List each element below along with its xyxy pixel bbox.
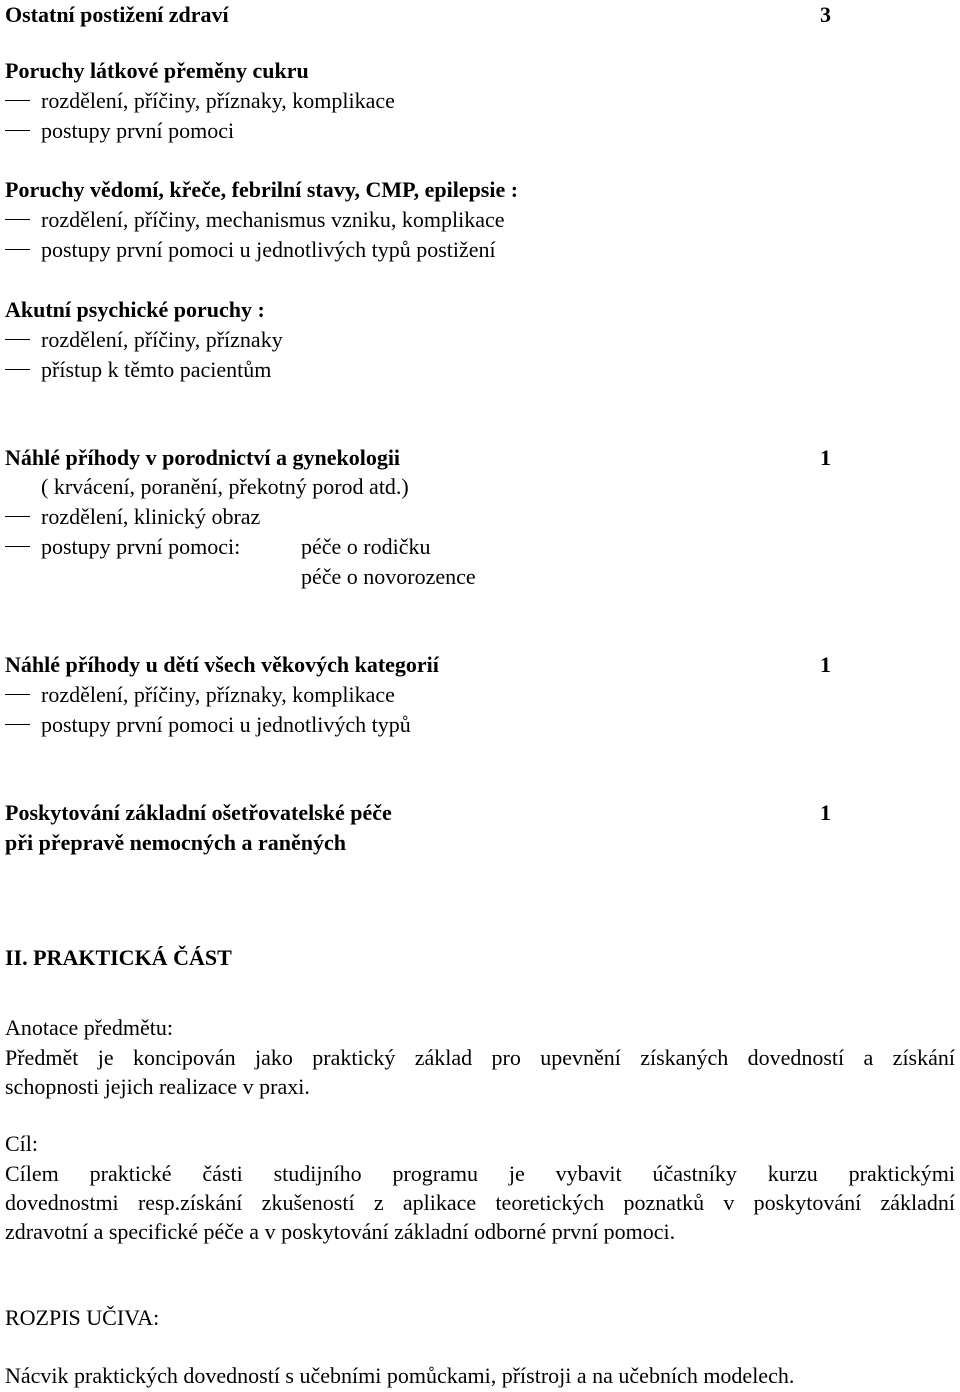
paragraph-line: Předmět je koncipován jako praktický základ pro upevnění získaných dovedností a získání [5,1045,955,1070]
dash-bullet [5,546,30,547]
part-title: II. PRAKTICKÁ ČÁST [5,945,232,970]
dash-bullet [5,130,30,131]
dash-bullet [5,219,30,220]
hours-count: 1 [820,445,831,470]
topic-heading-continued: při přepravě nemocných a raněných [5,830,346,855]
paragraph-line: schopnosti jejich realizace v praxi. [5,1074,310,1099]
care-item: péče o novorozence [301,564,476,589]
dash-bullet [5,100,30,101]
topic-note: ( krvácení, poranění, překotný porod atd.) [41,474,409,499]
list-item: rozdělení, klinický obraz [41,504,261,529]
list-item: postupy první pomoci: [41,534,241,559]
hours-count: 3 [820,2,831,27]
paragraph-line: dovednostmi resp.získání zkušeností z aplikace teoretických poznatků v poskytování základní [5,1190,955,1215]
dash-bullet [5,339,30,340]
syllabus-text: Nácvik praktických dovedností s učebními pomůckami, přístroji a na učebních modelech. [5,1363,795,1388]
list-item: postupy první pomoci u jednotlivých typů postižení [41,237,496,262]
hours-count: 1 [820,652,831,677]
topic-heading: Poruchy látkové přeměny cukru [5,58,309,83]
annotation-label: Anotace předmětu: [5,1015,173,1040]
paragraph-line: zdravotní a specifické péče a v poskytování základní odborné první pomoci. [5,1219,676,1244]
dash-bullet [5,694,30,695]
dash-bullet [5,249,30,250]
dash-bullet [5,369,30,370]
topic-heading: Poskytování základní ošetřovatelské péče [5,800,392,825]
topic-heading: Akutní psychické poruchy : [5,297,265,322]
section-title: Ostatní postižení zdraví [5,2,229,27]
dash-bullet [5,724,30,725]
annotation-text [5,1043,955,1101]
care-item: péče o rodičku [301,534,431,559]
syllabus-label: ROZPIS UČIVA: [5,1305,160,1330]
list-item: postupy první pomoci [41,118,235,143]
list-item: rozdělení, příčiny, příznaky, komplikace [41,88,395,113]
list-item: rozdělení, příčiny, příznaky, komplikace [41,682,395,707]
goal-label: Cíl: [5,1131,39,1156]
topic-heading: Náhlé příhody v porodnictví a gynekologii [5,445,401,470]
paragraph-line: Cílem praktické části studijního programu je vybavit účastníky kurzu praktickými [5,1161,955,1186]
list-item: přístup k těmto pacientům [41,357,272,382]
goal-text [5,1159,955,1246]
list-item: rozdělení, příčiny, příznaky [41,327,283,352]
dash-bullet [5,516,30,517]
hours-count: 1 [820,800,831,825]
topic-heading: Poruchy vědomí, křeče, febrilní stavy, CMP, epilepsie : [5,177,519,202]
topic-heading: Náhlé příhody u dětí všech věkových kategorií [5,652,439,677]
list-item: postupy první pomoci u jednotlivých typů [41,712,411,737]
list-item: rozdělení, příčiny, mechanismus vzniku, komplikace [41,207,505,232]
